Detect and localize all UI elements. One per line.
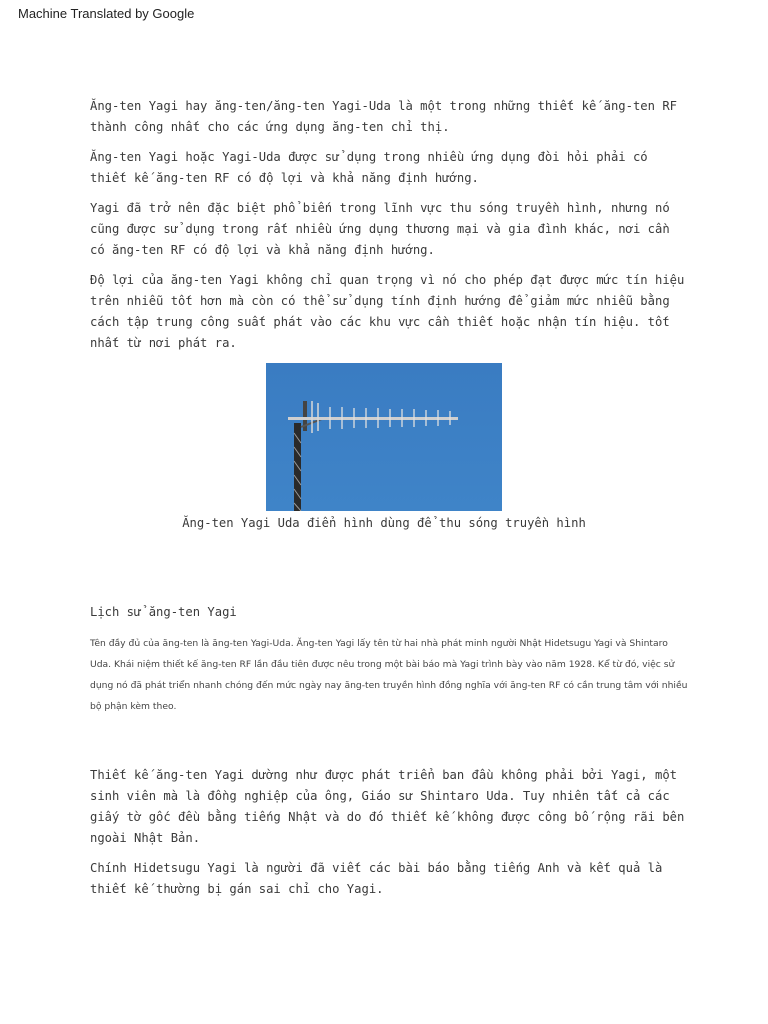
antenna-figure [90,363,678,534]
paragraph-intro: Ăng-ten Yagi hay ăng-ten/ăng-ten Yagi-Uda là một trong những thiết kế ăng-ten RF thành công nhất cho các ứng dụng ăng-ten chỉ thị. [90,99,677,134]
paragraph-english-papers: Chính Hidetsugu Yagi là người đã viết các bài báo bằng tiếng Anh và kết quả là thiết kế thường bị gán sai chỉ cho Yagi. [90,861,663,896]
yagi-antenna-photo [266,363,502,511]
paragraph-history: Tên đầy đủ của ăng-ten là ăng-ten Yagi-Uda. Ăng-ten Yagi lấy tên từ hai nhà phát minh người Nhật Hidetsugu Yagi và Shintaro Uda. Khái niệm thiết kế ăng-ten RF lần đầu tiên được nêu trong một bài báo mà Yagi trình bày vào năm 1928. Kể từ đó, việc sử dụng nó đã phát triển nhanh chóng đến mức ngày nay ăng-ten truyền hình đồng nghĩa với ăng-ten RF có cần trung tâm với nhiều bộ phận kèm theo. [90,638,688,712]
paragraph-design-origin: Thiết kế ăng-ten Yagi dường như được phát triển ban đầu không phải bởi Yagi, một sinh viên mà là đồng nghiệp của ông, Giáo sư Shintaro Uda. Tuy nhiên tất cả các giấy tờ gốc đều bằng tiếng Nhật và do đó thiết kế không được công bố rộng rãi bên ngoài Nhật Bản. [90,768,685,845]
antenna-boom [288,417,458,420]
paragraph-tv-reception: Yagi đã trở nên đặc biệt phổ biến trong lĩnh vực thu sóng truyền hình, nhưng nó cũng được sử dụng trong rất nhiều ứng dụng thương mại và gia đình khác, nơi cần có ăng-ten RF có độ lợi và khả năng định hướng. [90,201,670,257]
sky-background [266,363,502,511]
machine-translation-banner: Machine Translated by Google [18,6,195,21]
paragraph-gain: Độ lợi của ăng-ten Yagi không chỉ quan trọng vì nó cho phép đạt được mức tín hiệu trên nhiễu tốt hơn mà còn có thể sử dụng tính định hướng để giảm mức nhiễu bằng cách tập trung công suất phát vào các khu vực cần thiết hoặc nhận tín hiệu. tốt nhất từ nơi phát ra. [90,273,685,350]
figure-caption: Ăng-ten Yagi Uda điển hình dùng để thu sóng truyền hình [182,516,586,530]
paragraph-usage: Ăng-ten Yagi hoặc Yagi-Uda được sử dụng trong nhiều ứng dụng đòi hỏi phải có thiết kế ăng-ten RF có độ lợi và khả năng định hướng. [90,150,648,185]
document-body [90,96,690,909]
section-heading-history: Lịch sử ăng-ten Yagi [90,605,237,619]
